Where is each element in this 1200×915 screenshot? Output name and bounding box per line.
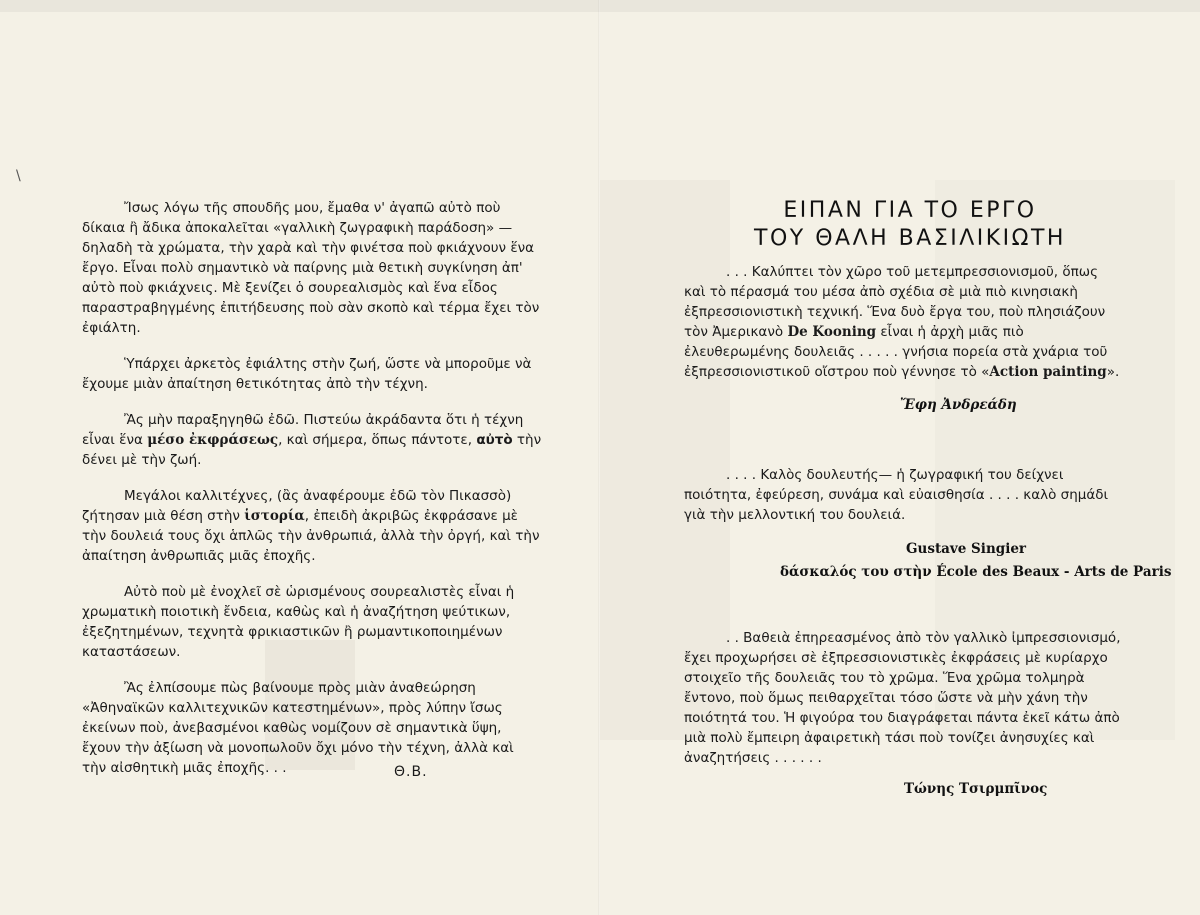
right-title-line-1: ΕΙΠΑΝ ΓΙΑ ΤΟ ΕΡΓΟ (783, 198, 1037, 223)
quote-singier: . . . . Καλὸς δουλευτής— ἡ ζωγραφική του δείχνει ποιότητα, ἐφεύρεση, συνάμα καὶ εὐαισθησία . . . . καλὸ σημάδι γιὰ τὴν μελλοντική του δουλειά. (684, 467, 1109, 523)
quote-singier-author: Gustave Singier (906, 541, 1027, 557)
left-paragraph: Ἴσως λόγω τῆς σπουδῆς μου, ἔμαθα ν' ἀγαπῶ αὐτὸ ποὺ δίκαια ἢ ἄδικα ἀποκαλεῖται «γαλλικὴ ζωγραφικὴ παράδοση» — δηλαδὴ τὰ χρώματα, τὴν χαρὰ καὶ τὴν φινέτσα ποὺ φκιάχνουν ἕνα ἔργο. Εἶναι πολὺ σημαντικὸ νὰ παίρνης μιὰ θετικὴ συγκίνηση ἀπ' αὐτὸ ποὺ φκιάχνεις. Μὲ ξενίζει ὁ σουρεαλισμὸς καὶ ἕνα εἶδος παραστραβηγμένης ἐπιτήδευσης ποὺ σὰν σκοπὸ καὶ τέρμα ἔχει τὸν ἐφιάλτη. (82, 200, 540, 336)
left-paragraph: Μεγάλοι καλλιτέχνες, (ἂς ἀναφέρουμε ἐδῶ τὸν Πικασσὸ) ζήτησαν μιὰ θέση στὴν ἱστορία, ἐπειδὴ ἀκριβῶς ἐκφράσανε μὲ τὴν δουλειά τους ὄχι ἁπλῶς τὴν ἀνθρωπιά, ἀλλὰ τὴν ὀργή, καὶ τὴν ἀπαίτηση ἀνθρωπιᾶς μιᾶς ἐποχῆς. (82, 488, 540, 564)
quote-singier-role: δάσκαλός του στὴν École des Beaux - Arts de Paris (780, 564, 1172, 580)
left-page-signature: Θ.Β. (394, 764, 428, 780)
quote-tsirmpinos-author: Τώνης Τσιρμπῖνος (904, 781, 1048, 797)
left-paragraph: Αὐτὸ ποὺ μὲ ἐνοχλεῖ σὲ ὡρισμένους σουρεαλιστὲς εἶναι ἡ χρωματικὴ ποιοτικὴ ἔνδεια, καθὼς καὶ ἡ ἀναζήτηση ψεύτικων, ἐξεζητημένων, τεχνητὰ φρικιαστικῶν ἢ ρωμαντικοποιημένων καταστάσεων. (82, 584, 515, 660)
left-page-text (82, 198, 542, 794)
quote-andreadi-author: Ἔφη Ἀνδρεάδη (900, 397, 1017, 413)
quote-tsirmpinos: . . Βαθειὰ ἐπηρεασμένος ἀπὸ τὸν γαλλικὸ ἰμπρεσσιονισμό, ἔχει προχωρήσει σὲ ἐξπρεσσιονιστικὲς ἐκφράσεις μὲ κυρίαρχο στοιχεῖο τῆς δουλειᾶς του τὸ χρῶμα. Ἕνα χρῶμα τολμηρὰ ἔντονο, ποὺ ὅμως πειθαρχεῖται τόσο ὥστε νὰ μὴν χάνη τὴν ποιότητά του. Ἡ φιγούρα του διαγράφεται πάντα ἐκεῖ κάτω ἀπὸ μιὰ πολὺ ἔμπειρη ἀφαιρετικὴ τάσι ποὺ τονίζει ἀνησυχίες καὶ ἀναζητήσεις . . . . . . (684, 630, 1121, 766)
page-fold (598, 0, 600, 915)
scan-edge (0, 0, 1200, 12)
left-paragraph: Ἂς ἐλπίσουμε πὼς βαίνουμε πρὸς μιὰν ἀναθεώρηση «Ἀθηναϊκῶν καλλιτεχνικῶν κατεστημένων», πρὸς λύπην ἴσως ἐκείνων ποὺ, ἀνεβασμένοι καθὼς νομίζουν σὲ σημαντικὰ ὕψη, ἔχουν τὴν ἀξίωση νὰ μονοπωλοῦν ὄχι μόνο τὴν τέχνη, ἀλλὰ καὶ τὴν αἰσθητικὴ μιᾶς ἐποχῆς. . . (82, 680, 514, 776)
left-paragraph: Ὑπάρχει ἀρκετὸς ἐφιάλτης στὴν ζωή, ὥστε νὰ μποροῦμε νὰ ἔχουμε μιὰν ἀπαίτηση θετικότητας ἀπὸ τὴν τέχνη. (82, 356, 532, 392)
corner-mark: \ (16, 168, 21, 184)
left-paragraph: Ἂς μὴν παραξηγηθῶ ἐδῶ. Πιστεύω ἀκράδαντα ὅτι ἡ τέχνη εἶναι ἕνα μέσο ἐκφράσεως, καὶ σήμερα, ὅπως πάντοτε, αὐτὸ τὴν δένει μὲ τὴν ζωή. (82, 412, 542, 468)
quote-andreadi: . . . Καλύπτει τὸν χῶρο τοῦ μετεμπρεσσιονισμοῦ, ὅπως καὶ τὸ πέρασμά του μέσα ἀπὸ σχέδια σὲ μιὰ πιὸ κινησιακὴ ἐξπρεσσιονιστικὴ τεχνική. Ἕνα δυὸ ἔργα του, ποὺ πλησιάζουν τὸν Ἀμερικανὸ De Kooning εἶναι ἡ ἀρχὴ μιᾶς πιὸ ἐλευθερωμένης δουλειᾶς . . . . . γνήσια πορεία στὰ χνάρια τοῦ ἐξπρεσσιονιστικοῦ οἴστρου ποὺ γέννησε τὸ «Action painting». (684, 264, 1120, 380)
right-title-line-2: ΤΟΥ ΘΑΛΗ ΒΑΣΙΛΙΚΙΩΤΗ (754, 226, 1066, 251)
